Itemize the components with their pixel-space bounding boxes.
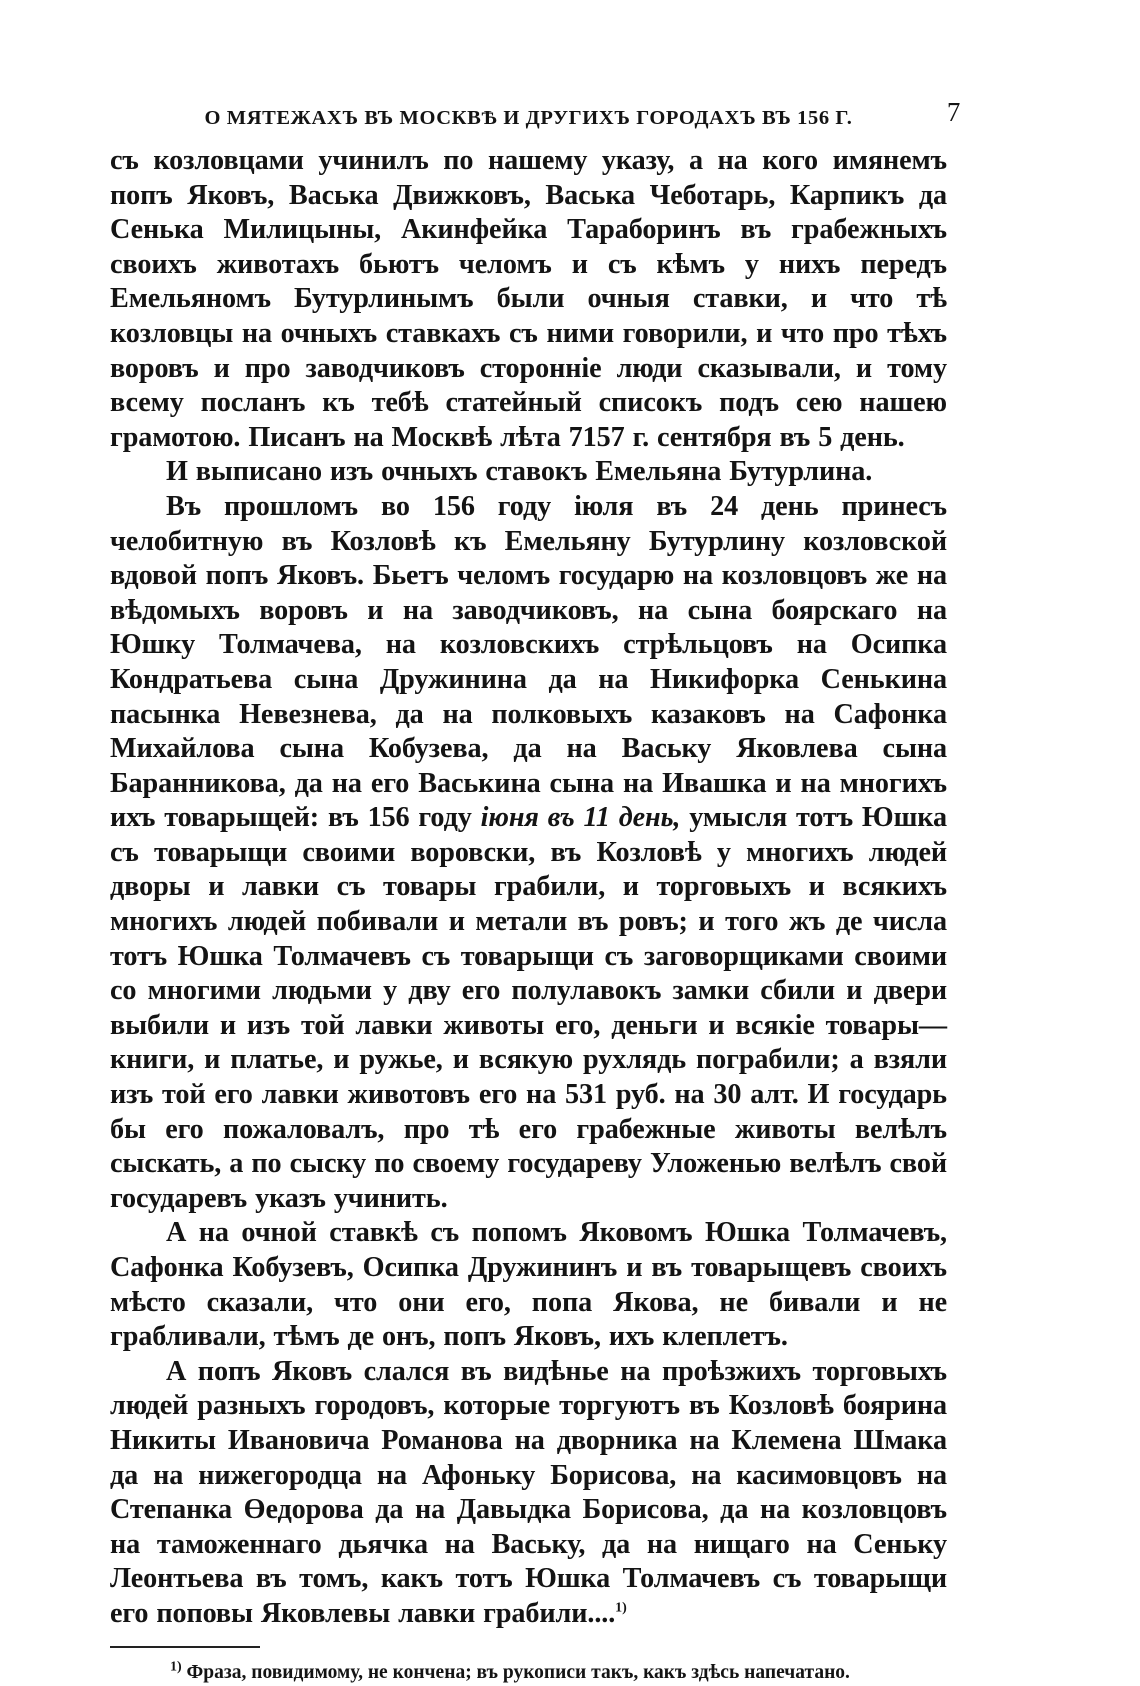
italic-date: iюня въ 11 день, <box>480 802 681 834</box>
footnote-marker: 1) <box>170 1659 182 1675</box>
running-title: О МЯТЕЖАХЪ ВЪ МОСКВѢ И ДРУГИХЪ ГОРОДАХЪ ВЪ 156 Г. <box>204 107 853 129</box>
footnote-text: Фраза, повидимому, не кончена; въ рукописи такъ, какъ здѣсь напечатано. <box>186 1661 850 1683</box>
footnote <box>110 1660 947 1686</box>
main-text <box>110 144 947 1632</box>
paragraph-4: А на очной ставкѣ съ попомъ Яковомъ Юшка Толмачевъ, Сафонка Кобузевъ, Осипка Дружининъ и въ товарыщевъ своихъ мѣсто сказали, что они его, попа Якова, не бивали и не грабливали, тѣмъ де онъ, попъ Яковъ, ихъ клеплетъ. <box>110 1217 947 1353</box>
paragraph-3-part-b: умысля тотъ Юшка съ товарыщи своими воровски, въ Козловѣ у многихъ людей дворы и лавки съ товары грабили, и торговыхъ и всякихъ многихъ людей побивали и метали въ ровъ; и того жъ де числа тотъ Юшка Толмачевъ съ товарыщи съ заговорщиками своими со многими людьми у дву его полулавокъ замки сбили и двери выбили и изъ той лавки животы его, деньги и всякiе товары—книги, и платье, и ружье, и всякую рухлядь пограбили; а взяли изъ той его лавки животовъ его на 531 руб. на 30 алт. И государь бы его пожаловалъ, про тѣ его грабежные животы велѣлъ сыскать, а по сыску по своему государеву Уложенью велѣлъ свой государевъ указъ учинить. <box>110 802 947 1214</box>
page-number: 7 <box>946 97 961 127</box>
paragraph-5-text: А попъ Яковъ слался въ видѣнье на проѣзжихъ торговыхъ людей разныхъ городовъ, которые торгуютъ въ Козловѣ боярина Никиты Ивановича Романова на дворника на Клемена Шмака да на нижегородца на Афоньку Борисова, на касимовцовъ на Степанка Өедорова да на Давыдка Борисова, да на козловцовъ на таможеннаго дьячка на Ваську, да на нищаго на Сеньку Леонтьева въ томъ, какъ тотъ Юшка Толмачевъ съ товарыщи его поповы Яковлевы лавки грабили.... <box>110 1355 947 1629</box>
footnote-reference: 1) <box>615 1600 627 1616</box>
running-head <box>110 97 961 138</box>
paragraph-3 <box>110 490 947 1216</box>
footnote-divider <box>110 1646 260 1648</box>
paragraph-2: И выписано изъ очныхъ ставокъ Емельяна Бутурлина. <box>166 456 873 488</box>
paragraph-3-part-a: Въ прошломъ во 156 году iюля въ 24 день принесъ челобитную въ Козловѣ къ Емельяну Бутурлину козловской вдовой попъ Яковъ. Бьетъ челомъ государю на козловцовъ же на вѣдомыхъ воровъ и на заводчиковъ, на сына боярскаго на Юшку Толмачева, на козловскихъ стрѣльцовъ на Осипка Кондратьева сына Дружинина да на Никифорка Сенькина пасынка Невезнева, да на полковыхъ казаковъ на Сафонка Михайлова сына Кобузева, да на Ваську Яковлева сына Баранникова, да на его Васькина сына на Ивашка и на многихъ ихъ товарыщей: въ 156 году <box>110 490 947 834</box>
paragraph-5 <box>110 1355 947 1632</box>
paragraph-1: съ козловцами учинилъ по нашему указу, а на кого имянемъ попъ Яковъ, Васька Движковъ, Васька Чеботарь, Карпикъ да Сенька Милицыны, Акинфейка Тараборинъ въ грабежныхъ своихъ животахъ бьютъ челомъ и съ кѣмъ у нихъ передъ Емельяномъ Бутурлинымъ были очныя ставки, и что тѣ козловцы на очныхъ ставкахъ съ ними говорили, и что про тѣхъ воровъ и про заводчиковъ стороннiе люди сказывали, и тому всему посланъ къ тебѣ статейный списокъ подъ сею нашею грамотою. Писанъ на Москвѣ лѣта 7157 г. сентября въ 5 день. <box>110 145 947 453</box>
book-page <box>110 97 961 1686</box>
